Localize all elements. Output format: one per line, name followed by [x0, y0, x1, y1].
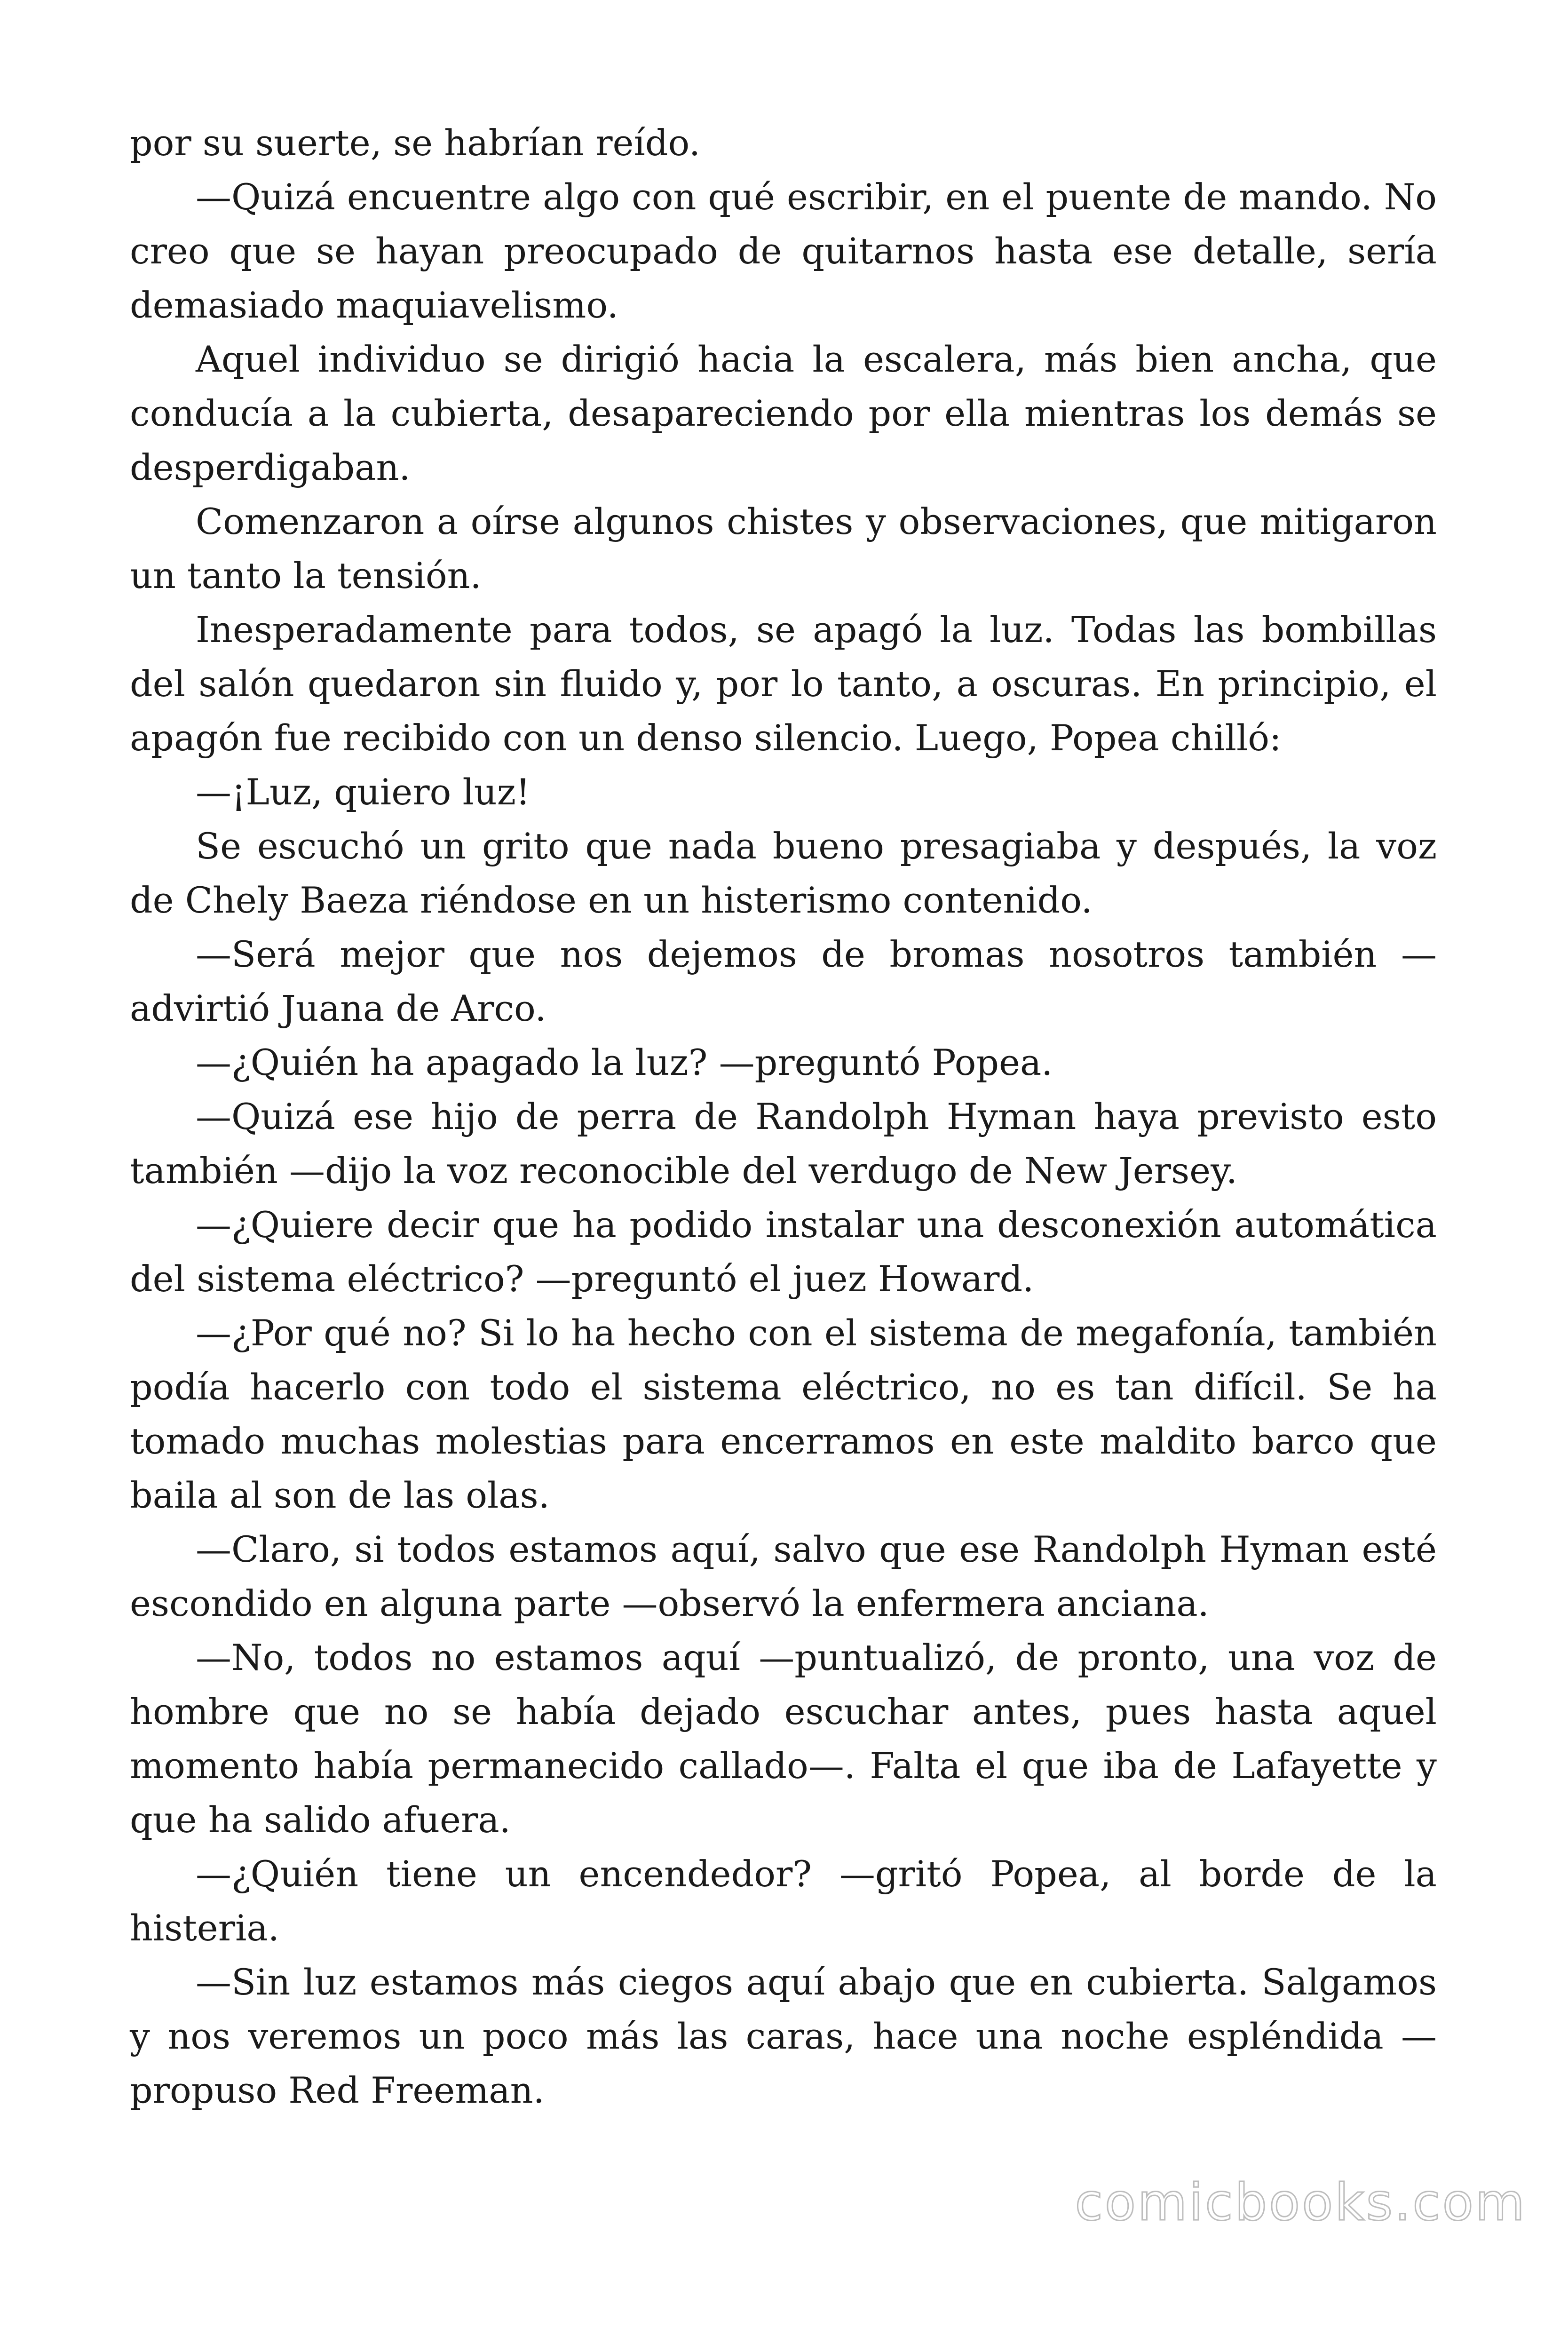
- paragraph-16: —Sin luz estamos más ciegos aquí abajo que en cubierta. Salgamos y nos veremos un poco más las caras, hace una noche espléndida —propuso Red Freeman.: [130, 1961, 1437, 2111]
- paragraph-4: Comenzaron a oírse algunos chistes y observaciones, que mitigaron un tanto la tensión.: [130, 501, 1437, 596]
- paragraph-1: por su suerte, se habrían reído.: [130, 122, 701, 164]
- paragraph-8: —Será mejor que nos dejemos de bromas nosotros también —advirtió Juana de Arco.: [130, 933, 1437, 1029]
- paragraph-9: —¿Quién ha apagado la luz? —preguntó Popea.: [196, 1041, 1053, 1083]
- paragraph-7: Se escuchó un grito que nada bueno presagiaba y después, la voz de Chely Baeza riéndose en un histerismo contenido.: [130, 825, 1437, 921]
- paragraph-12: —¿Por qué no? Si lo ha hecho con el sistema de megafonía, también podía hacerlo con todo el sistema eléctrico, no es tan difícil. Se ha tomado muchas molestias para encerramos en este maldito barco que baila al son de las olas.: [130, 1312, 1437, 1516]
- body-text: [130, 116, 1437, 2117]
- watermark: comicbooks.com: [1075, 2173, 1527, 2232]
- paragraph-15: —¿Quién tiene un encendedor? —gritó Popea, al borde de la histeria.: [130, 1853, 1437, 1949]
- paragraph-2: —Quizá encuentre algo con qué escribir, en el puente de mando. No creo que se hayan preocupado de quitarnos hasta ese detalle, sería demasiado maquiavelismo.: [130, 176, 1437, 326]
- paragraph-5: Inesperadamente para todos, se apagó la luz. Todas las bombillas del salón quedaron sin fluido y, por lo tanto, a oscuras. En principio, el apagón fue recibido con un denso silencio. Luego, Popea chilló:: [130, 609, 1437, 759]
- paragraph-3: Aquel individuo se dirigió hacia la escalera, más bien ancha, que conducía a la cubierta, desapareciendo por ella mientras los demás se desperdigaban.: [130, 338, 1437, 488]
- paragraph-14: —No, todos no estamos aquí —puntualizó, de pronto, una voz de hombre que no se había dejado escuchar antes, pues hasta aquel momento había permanecido callado—. Falta el que iba de Lafayette y que ha salido afuera.: [130, 1637, 1437, 1841]
- paragraph-11: —¿Quiere decir que ha podido instalar una desconexión automática del sistema eléctrico? —preguntó el juez Howard.: [130, 1204, 1437, 1300]
- paragraph-13: —Claro, si todos estamos aquí, salvo que ese Randolph Hyman esté escondido en alguna parte —observó la enfermera anciana.: [130, 1528, 1437, 1624]
- paragraph-10: —Quizá ese hijo de perra de Randolph Hyman haya previsto esto también —dijo la voz reconocible del verdugo de New Jersey.: [130, 1096, 1437, 1192]
- paragraph-6: —¡Luz, quiero luz!: [196, 771, 531, 813]
